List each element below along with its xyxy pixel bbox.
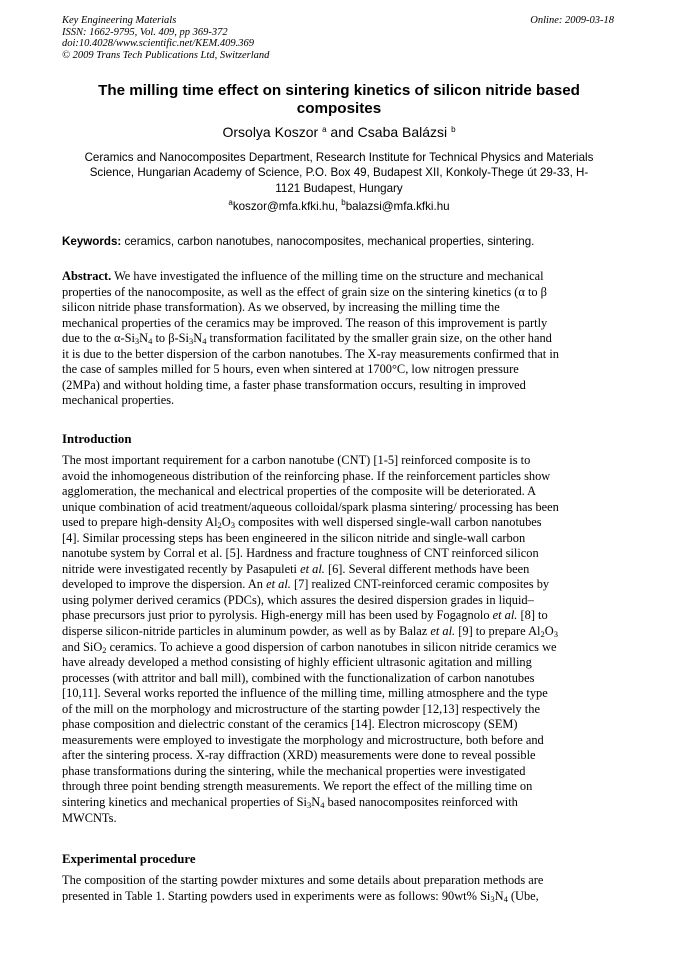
abstract-line: properties of the nanocomposite, as well as the effect of grain size on the sintering kinetics (α to β	[62, 284, 547, 299]
email-mark: b	[341, 198, 346, 207]
paragraph-line: presented in Table 1. Starting powders used in experiments were as follows: 90wt% $Si_3N_4$ (Ube,	[62, 888, 539, 904]
email-link[interactable]: koszor@mfa.kfki.hu	[232, 200, 335, 213]
abstract-line: mechanical properties.	[62, 393, 175, 408]
affiliation-mark: b	[451, 125, 456, 134]
section-heading-introduction: Introduction	[62, 432, 132, 446]
paragraph-line: The composition of the starting powder mixtures and some details about preparation methods are	[62, 873, 544, 887]
email-link[interactable]: balazsi@mfa.kfki.hu	[345, 200, 450, 213]
online-date: Online: 2009-03-18	[530, 15, 614, 26]
journal-name: Key Engineering Materials	[62, 15, 177, 26]
email-separator: ,	[334, 200, 342, 213]
keywords-text: ceramics, carbon nanotubes, nanocomposites, mechanical properties, sintering.	[121, 235, 535, 248]
journal-issn: ISSN: 1662-9795, Vol. 409, pp 369-372	[62, 26, 228, 38]
paragraph-line: processes (with attritor and ball mill), combined with the functionalization of carbon nanotubes	[62, 670, 535, 685]
paragraph-line: and SiO$_2$ ceramics. To achieve a good dispersion of carbon nanotubes in silicon nitride ceramics we	[62, 639, 557, 655]
paragraph-line: developed to improve the dispersion. An et al. [7] realized CNT-reinforced ceramic composites by	[62, 577, 550, 592]
paragraph-line: measurements were employed to investigate the morphology and microstructure, both before and	[62, 732, 544, 747]
paragraph-line: used to prepare high-density $Al_2O_3$ composites with well dispersed single-wall carbon nanotubes	[62, 515, 542, 531]
journal-header	[62, 15, 614, 61]
paragraph-line: through three point bending strength measurements. We report the effect of the milling time on	[62, 779, 533, 794]
paragraph-line: phase composition and dielectric constant of the ceramics [14]. Electron microscopy (SEM)	[62, 717, 518, 732]
keywords-label: Keywords:	[62, 235, 122, 248]
introduction-body	[62, 453, 616, 826]
title-line: composites	[296, 100, 382, 117]
paper-title	[62, 82, 616, 118]
paragraph-line: MWCNTs.	[62, 810, 117, 825]
abstract	[62, 269, 616, 409]
abstract-line: (2MPa) and without holding time, a faster phase transformation occurs, resulting in improved	[62, 377, 526, 392]
abstract-line: mechanical properties of the ceramics may be improved. The reason of this improvement is partly	[62, 315, 548, 330]
paragraph-line: after the sintering process. X-ray diffraction (XRD) measurements were done to reveal possible	[62, 748, 536, 763]
abstract-line: due to the $\alpha-Si_3N_4$ to $\beta-Si_3N_4$ transformation facilitated by the smaller grain size, on the other hand	[62, 331, 552, 347]
email-mark: a	[228, 198, 233, 207]
abstract-label: Abstract.	[62, 269, 112, 283]
paragraph-line: The most important requirement for a carbon nanotube (CNT) [1-5] reinforced composite is to	[62, 453, 531, 467]
author-list	[62, 124, 616, 141]
affiliation-line: Ceramics and Nanocomposites Department, Research Institute for Technical Physics and Materials	[84, 151, 594, 164]
paragraph-line: using polymer derived ceramics (PDCs), which assures the desired dispersion grades in liquid–	[62, 592, 534, 607]
paragraph-line: of the mill on the morphology and microstructure of the starting powder [12,13] respectively the	[62, 701, 540, 716]
author-separator: and	[326, 124, 358, 140]
paragraph-line: unique combination of acid treatment/aqueous colloidal/spark plasma sintering/ processing has been	[62, 499, 559, 514]
affiliation-mark: a	[322, 125, 327, 134]
abstract-line: the case of samples milled for 5 hours, even when sintered at 1700°C, low nitrogen pressure	[62, 362, 519, 377]
journal-doi: doi:10.4028/www.scientific.net/KEM.409.369	[62, 38, 254, 50]
abstract-line: silicon nitride phase transformation). As we observed, by increasing the milling time the	[62, 300, 500, 315]
paragraph-line: sintering kinetics and mechanical properties of $Si_3N_4$ based nanocomposites reinforced with	[62, 795, 518, 811]
paragraph-line: [10,11]. Several works reported the influence of the milling time, milling atmosphere and the type	[62, 686, 548, 701]
paragraph-line: nitride were investigated recently by Pasapuleti et al. [6]. Several different methods have been	[62, 561, 530, 576]
abstract-line: Abstract. We have investigated the influence of the milling time on the structure and mechanical	[62, 269, 544, 283]
paragraph-line: phase transformations during the sintering, while the mechanical properties were investigated	[62, 763, 526, 778]
experimental-body	[62, 873, 616, 904]
title-line: The milling time effect on sintering kinetics of silicon nitride based	[98, 82, 580, 99]
abstract-line: it is due to the better dispersion of the carbon nanotubes. The X-ray measurements confirmed that in	[62, 346, 559, 361]
affiliation-line: Science, Hungarian Academy of Science, P.O. Box 49, Budapest XII, Konkoly-Thege út 29-33, H-	[89, 166, 589, 180]
paragraph-line: phase precursors just prior to pyrolysis. High-energy mill has been used by Fogagnolo et al. [8] to	[62, 608, 548, 623]
paragraph-line: agglomeration, the mechanical and electrical properties of the composite will be deteriorated. A	[62, 484, 537, 499]
affiliation-line: 1121 Budapest, Hungary	[275, 181, 403, 195]
paragraph-line: avoid the inhomogeneous distribution of the reinforcing phase. If the reinforcement particles show	[62, 468, 551, 483]
keywords	[62, 234, 616, 249]
author-name: Orsolya Koszor	[222, 124, 319, 140]
journal-copyright: © 2009 Trans Tech Publications Ltd, Switzerland	[62, 49, 270, 61]
author-emails	[62, 199, 616, 214]
paragraph-line: disperse silicon-nitride particles in aluminum powder, as well as by Balaz et al. [9] to prepare $Al_2O_3$	[62, 624, 558, 640]
paragraph-line: [4]. Similar processing steps has been engineered in the silicon nitride and single-wall carbon	[62, 530, 526, 545]
section-heading-experimental: Experimental procedure	[62, 852, 196, 866]
paragraph-line: have already developed a method consisting of highly efficient ultrasonic agitation and milling	[62, 655, 532, 670]
affiliation	[62, 150, 616, 196]
paragraph-line: nanotube system by Corral et al. [5]. Hardness and fracture toughness of CNT reinforced silicon	[62, 546, 539, 561]
author-name: Csaba Balázsi	[357, 124, 448, 140]
